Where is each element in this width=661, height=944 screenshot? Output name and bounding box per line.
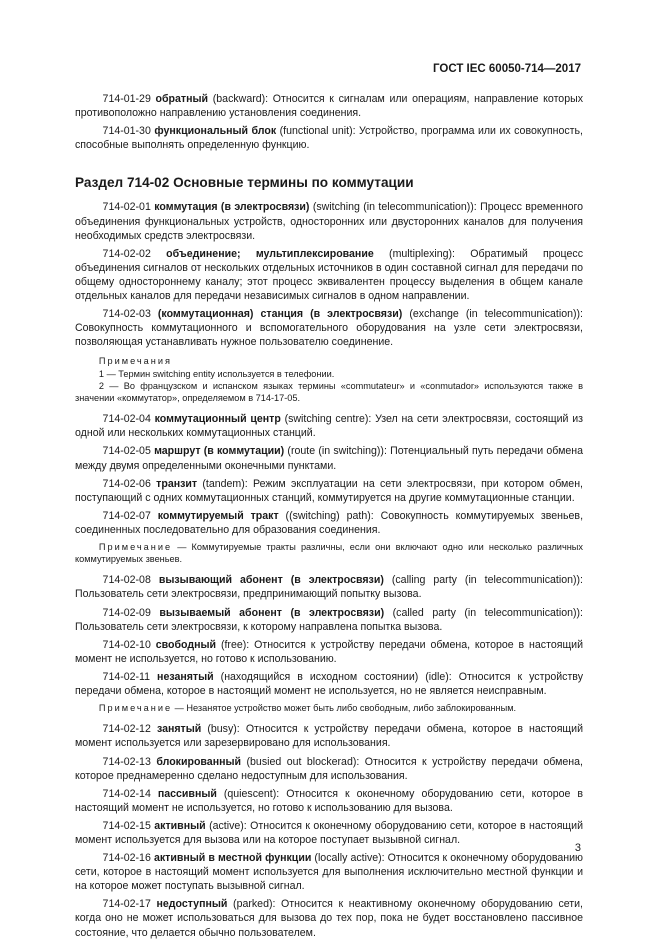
term-definition: (called party (in telecommunication)): Пользователь сети электросвязи, к которому направлена попытка вызова. <box>75 606 583 633</box>
notes-heading: Примечания <box>98 356 172 367</box>
term-definition: (locally active): Относится к оконечному оборудованию сети, которое в настоящий момент используется для выполнения исключительно местной функции и на которое может поступать вызывной сигнал. <box>75 852 583 893</box>
term-number: 714-02-09 <box>102 606 151 619</box>
note-label: Примечание <box>98 541 173 552</box>
note <box>75 541 583 565</box>
term-name: вызывающий абонент (в электросвязи) <box>158 574 384 587</box>
term-number: 714-02-17 <box>102 898 151 911</box>
note-item: 1 — Термин switching entity используется в телефонии. <box>98 368 335 379</box>
term-name: обратный <box>155 93 209 105</box>
term-name: активный в местной функции <box>153 852 312 865</box>
term-entry <box>75 92 583 120</box>
term-definition: (multiplexing): Обратимый процесс объединения сигналов от нескольких отдельных источников в один составной сигнал для передачи по общему одностороннему каналу; этот процесс эквивалентен процессу выделения в общем канале отдельных каналов для передачи независимых сигналов в одном направлении. <box>75 247 583 303</box>
term-entry <box>75 755 583 783</box>
term-number: 714-02-04 <box>102 413 151 426</box>
term-name: маршрут (в коммутации) <box>154 445 285 458</box>
entries-group-a <box>75 200 583 349</box>
document-header: ГОСТ IEC 60050-714—2017 <box>433 63 581 75</box>
term-name: незанятый <box>157 670 214 683</box>
term-number: 714-01-29 <box>102 93 151 105</box>
term-name: блокированный <box>156 755 242 768</box>
term-name: транзит <box>156 477 198 490</box>
notes-block <box>75 355 583 404</box>
term-definition: (exchange (in telecommunication)): Совокупность коммутационного и вспомогательного оборудования на узле сети электросвязи, позволяющая устанавливать нужное пользователю соединение. <box>75 308 583 349</box>
term-name: вызываемый абонент (в электросвязи) <box>159 606 385 619</box>
term-entry <box>75 722 583 750</box>
term-entry <box>75 787 583 815</box>
term-number: 714-02-03 <box>102 308 151 321</box>
entries-group-d <box>75 722 583 939</box>
note-text: — Незанятое устройство может быть либо свободным, либо заблокированным. <box>172 703 517 714</box>
term-number: 714-02-01 <box>102 201 151 214</box>
term-number: 714-02-08 <box>102 574 151 587</box>
term-entry <box>75 307 583 349</box>
term-name: занятый <box>156 723 202 736</box>
note-item: 2 — Во французском и испанском языках термины «commutateur» и «conmutador» используются также в значении «коммутатор», определяемом в 714-17-05. <box>75 380 583 404</box>
term-entry <box>75 247 583 303</box>
note-label: Примечание <box>98 703 173 714</box>
term-definition: ((switching) path): Совокупность коммутируемых звеньев, соединенных последовательно для образования соединения. <box>75 509 584 536</box>
term-definition: (находящийся в исходном состоянии) (idle): Относится к устройству передачи обмена, которое в настоящий момент не используется, но не является неисправным. <box>75 670 583 698</box>
term-name: активный <box>154 819 206 832</box>
term-entry <box>75 200 583 242</box>
section-title: Раздел 714-02 Основные термины по коммутации <box>75 175 414 191</box>
entries-group-b <box>75 412 583 537</box>
term-definition: (backward): Относится к сигналам или операциям, направление которых противоположно направлению установления соединения. <box>75 93 583 120</box>
term-entry <box>75 638 583 666</box>
term-name: коммутация (в электросвязи) <box>154 201 310 214</box>
term-definition: (tandem): Режим эксплуатации на сети электросвязи, при котором обмен, поступающий с одних коммутационных станций, коммутируется на другие коммутационные станции. <box>75 477 583 504</box>
page-content <box>75 92 583 944</box>
term-number: 714-02-02 <box>102 247 151 260</box>
term-definition: (switching centre): Узел на сети электросвязи, состоящий из одной или нескольких коммутационных станций. <box>75 413 583 440</box>
term-entry <box>75 851 583 893</box>
entries-group-c <box>75 573 583 698</box>
term-number: 714-02-05 <box>102 445 151 458</box>
term-definition: (switching (in telecommunication)): Процесс временного объединения функциональных устройств, односторонних или двусторонних каналов для получения необходимых средств электросвязи. <box>75 201 583 242</box>
term-number: 714-02-14 <box>102 787 151 800</box>
term-name: недоступный <box>156 898 228 911</box>
note-text: — Коммутируемые тракты различны, если они включают одно или несколько различных коммутируемых звеньев. <box>75 541 583 565</box>
term-name: пассивный <box>157 787 217 800</box>
note <box>75 702 583 714</box>
term-entry <box>75 606 583 634</box>
term-number: 714-02-12 <box>102 723 151 736</box>
term-entry <box>75 897 583 939</box>
term-entry <box>75 124 583 152</box>
entries-group-top <box>75 92 583 152</box>
term-name: функциональный блок <box>154 125 277 138</box>
term-number: 714-02-07 <box>102 509 151 522</box>
term-number: 714-02-13 <box>102 755 151 768</box>
term-name: свободный <box>155 638 217 651</box>
term-entry <box>75 819 583 847</box>
term-entry <box>75 444 583 472</box>
term-definition: (calling party (in telecommunication)): Пользователь сети электросвязи, предпринимающий попытку вызова. <box>75 574 583 601</box>
term-definition: (functional unit): Устройство, программа или их совокупность, способные выполнять определенную функцию. <box>75 125 583 152</box>
term-definition: (free): Относится к устройству передачи обмена, которое в настоящий момент не используется, но готово к использованию. <box>75 638 583 665</box>
term-entry <box>75 509 583 537</box>
term-entry <box>75 670 583 698</box>
term-definition: (active): Относится к оконечному оборудованию сети, которое в настоящий момент используется для вызова или на которое поступает вызывной сигнал. <box>75 819 583 846</box>
term-name: объединение; мультиплексирование <box>166 247 374 260</box>
term-name: коммутируемый тракт <box>157 509 279 522</box>
term-number: 714-01-30 <box>102 125 151 138</box>
term-name: (коммутационная) станция (в электросвязи) <box>157 308 403 321</box>
term-number: 714-02-16 <box>102 852 151 865</box>
term-name: коммутационный центр <box>154 413 281 426</box>
term-definition: (parked): Относится к неактивному оконечному оборудованию сети, когда оно не может использоваться для вызова до тех пор, пока не будет восстановлено пассивное состояние, что делается обычно пользователем. <box>75 898 583 939</box>
term-number: 714-02-10 <box>102 638 151 651</box>
term-entry <box>75 412 583 440</box>
term-definition: (route (in switching)): Потенциальный путь передачи обмена между двумя определенными оконечными пунктами. <box>75 445 583 472</box>
term-entry <box>75 477 583 505</box>
term-definition: (busied out blockerad): Относится к устройству передачи обмена, которое преднамеренно сделано недоступным для использования. <box>75 755 583 782</box>
term-entry <box>75 573 583 601</box>
term-number: 714-02-11 <box>102 670 151 683</box>
term-definition: (quiescent): Относится к оконечному оборудованию сети, которое в настоящий момент не используется, но готово к использованию для вызова. <box>75 787 583 814</box>
term-definition: (busy): Относится к устройству передачи обмена, которое в настоящий момент используется или зарезервировано для использования. <box>75 723 583 750</box>
term-number: 714-02-06 <box>102 477 151 490</box>
term-number: 714-02-15 <box>102 819 151 832</box>
page-number: 3 <box>574 842 581 854</box>
